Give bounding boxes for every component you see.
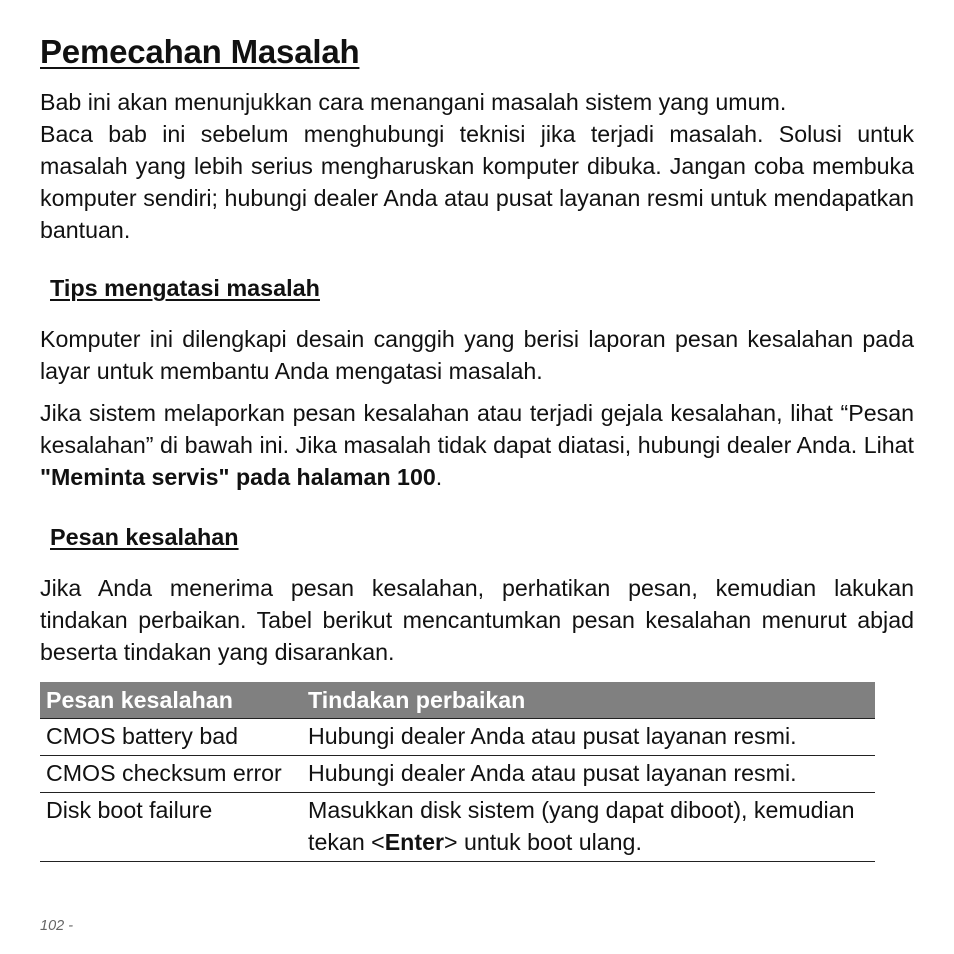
error-messages-table <box>40 682 875 862</box>
table-row <box>40 793 875 862</box>
tips-paragraph-2-end: . <box>435 464 443 490</box>
error-action-cell: Hubungi dealer Anda atau pusat layanan resmi. <box>302 756 875 793</box>
error-message-cell: CMOS battery bad <box>40 719 302 756</box>
intro-paragraph-2: Baca bab ini sebelum menghubungi teknisi jika terjadi masalah. Solusi untuk masalah yang lebih serius mengharuskan komputer dibuka. Jangan coba membuka komputer sendiri; hubungi dealer Anda atau pusat layanan resmi untuk mendapatkan bantuan. <box>40 121 914 243</box>
page-content <box>40 30 914 862</box>
tips-paragraph-1: Komputer ini dilengkapi desain canggih yang berisi laporan pesan kesalahan pada layar untuk membantu Anda mengatasi masalah. <box>40 326 914 384</box>
tips-paragraph-2 <box>40 397 914 493</box>
error-message-cell: CMOS checksum error <box>40 756 302 793</box>
page-number: 102 - <box>40 918 74 934</box>
intro-paragraph-1: Bab ini akan menunjukkan cara menangani masalah sistem yang umum. <box>40 89 787 115</box>
error-action-cell: Hubungi dealer Anda atau pusat layanan resmi. <box>302 719 875 756</box>
action-text: Masukkan disk sistem (yang dapat diboot), kemudian tekan < <box>308 797 855 855</box>
table-header-row <box>40 682 875 719</box>
section-heading-tips: Tips mengatasi masalah <box>50 275 320 301</box>
tips-paragraph-2-text: Jika sistem melaporkan pesan kesalahan atau terjadi gejala kesalahan, lihat “Pesan kesalahan” di bawah ini. Jika masalah tidak dapat diatasi, hubungi dealer Anda. Lihat <box>40 400 914 458</box>
errors-paragraph-1: Jika Anda menerima pesan kesalahan, perhatikan pesan, kemudian lakukan tindakan perbaikan. Tabel berikut mencantumkan pesan kesalahan menurut abjad beserta tindakan yang disarankan. <box>40 575 914 665</box>
error-message-cell: Disk boot failure <box>40 793 302 862</box>
table-row <box>40 756 875 793</box>
column-header-message: Pesan kesalahan <box>40 682 302 719</box>
action-text-end: > untuk boot ulang. <box>444 829 642 855</box>
table-row <box>40 719 875 756</box>
page-title: Pemecahan Masalah <box>40 33 360 70</box>
column-header-action: Tindakan perbaikan <box>302 682 875 719</box>
section-heading-errors: Pesan kesalahan <box>50 524 239 550</box>
service-reference-link[interactable]: "Meminta servis" pada halaman 100 <box>40 464 436 490</box>
enter-key-label: Enter <box>384 829 444 855</box>
error-action-cell <box>302 793 875 862</box>
